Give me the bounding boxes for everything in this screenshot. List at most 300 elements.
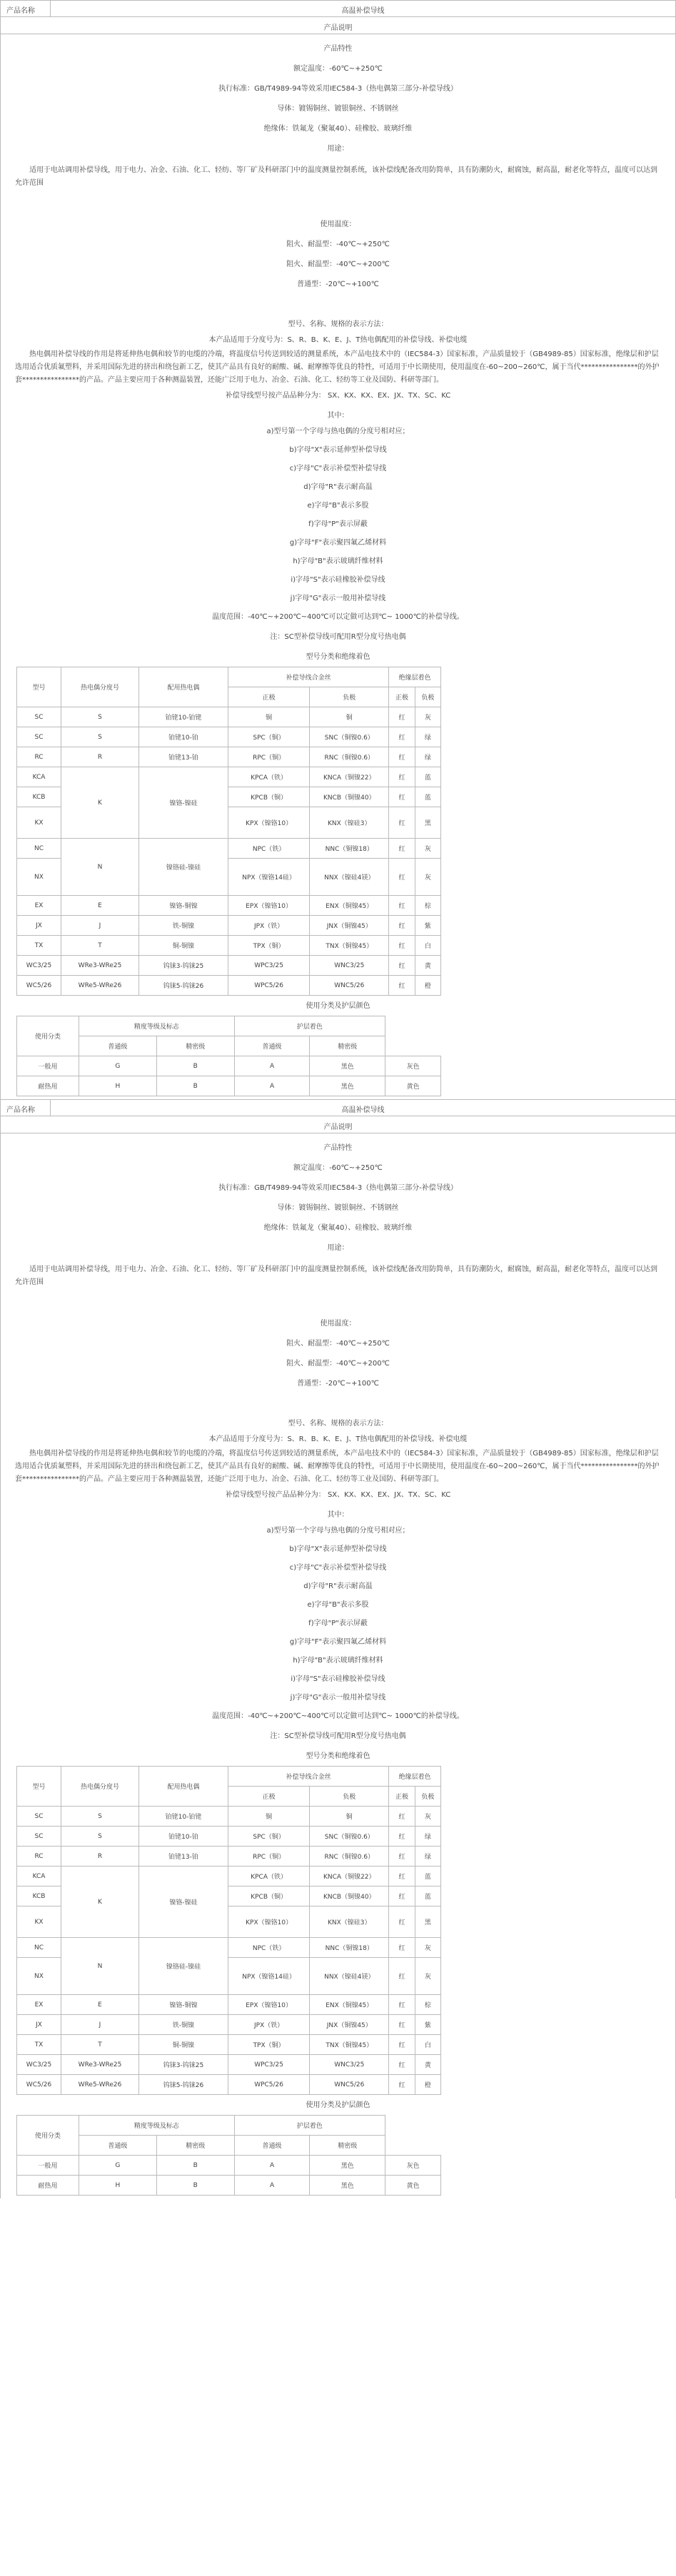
- table-cell: 绿: [415, 747, 440, 767]
- table-cell: 一般用: [17, 2156, 79, 2176]
- table-cell: G: [79, 1056, 157, 1076]
- table-cell: 红: [389, 2075, 415, 2095]
- table-row: [17, 747, 441, 767]
- table-header: 绝缘层着色: [389, 1767, 441, 1787]
- table-cell: 镍铬-铜镍: [139, 896, 228, 916]
- table-cell: 黄: [415, 2055, 440, 2075]
- table-cell: 红: [389, 2015, 415, 2035]
- temp-line: 阻火、耐温型：-40℃~+200℃: [286, 1360, 390, 1368]
- table-cell: ENX（铜镍45）: [310, 896, 389, 916]
- table-cell: KPCA（铁）: [228, 767, 310, 787]
- model-letter-item: b)字母"X"表示延伸型补偿导线: [289, 1545, 387, 1553]
- table-cell: 红: [389, 1827, 415, 1847]
- intro-line: 额定温度：-60℃~+250℃: [293, 65, 383, 73]
- table-row: [17, 1807, 441, 1827]
- model-letter-item: c)字母"C"表示补偿型补偿导线: [289, 465, 387, 473]
- table-cell: 红: [389, 787, 415, 807]
- intro-line: 导体：镀锡铜丝、镀银铜丝、不锈钢丝: [277, 105, 399, 113]
- table-row: [17, 1938, 441, 1958]
- table-cell: K: [61, 767, 139, 839]
- model-letter-item: d)字母"R"表示耐高温: [303, 483, 373, 491]
- table-header: 型号: [17, 667, 61, 707]
- table-cell: 铜: [228, 707, 310, 727]
- model-table: [16, 667, 441, 996]
- table-cell: WC5/26: [17, 2075, 61, 2095]
- table-cell: 棕: [415, 1995, 440, 2015]
- table-cell: 耐热用: [17, 1076, 79, 1096]
- model-letter-item: d)字母"R"表示耐高温: [303, 1582, 373, 1590]
- table-cell: 蓝: [415, 787, 440, 807]
- table-cell: JNX（铜镍45）: [310, 916, 389, 936]
- model-letter-item: e)字母"B"表示多股: [307, 502, 369, 510]
- table-cell: R: [61, 747, 139, 767]
- table-cell: J: [61, 2015, 139, 2035]
- intro-line: 用途：: [327, 145, 349, 153]
- table-title: 型号分类和绝缘着色: [306, 653, 370, 661]
- table-title: 型号分类和绝缘着色: [306, 1752, 370, 1760]
- table-cell: RPC（铜）: [228, 747, 310, 767]
- intro-line: 额定温度：-60℃~+250℃: [293, 1164, 383, 1172]
- table-cell: SC: [17, 707, 61, 727]
- table-cell: 红: [389, 1807, 415, 1827]
- table-cell: 灰色: [385, 2156, 441, 2176]
- table-header: 配用热电偶: [139, 1767, 228, 1807]
- table-cell: KX: [17, 1906, 61, 1938]
- table-header: 绝缘层着色: [389, 667, 441, 687]
- table-cell: S: [61, 707, 139, 727]
- intro-line: 导体：镀锡铜丝、镀银铜丝、不锈钢丝: [277, 1204, 399, 1212]
- table-cell: WC3/25: [17, 2055, 61, 2075]
- table-cell: NPX（镍铬14硅）: [228, 859, 310, 896]
- table-cell: 镍铬硅-镍硅: [139, 839, 228, 896]
- table-cell: KCA: [17, 1867, 61, 1886]
- table-cell: 红: [389, 859, 415, 896]
- table-cell: 黄色: [385, 1076, 441, 1096]
- table-cell: J: [61, 916, 139, 936]
- table-cell: NX: [17, 859, 61, 896]
- table-row: [17, 916, 441, 936]
- table-subheader: 正极: [389, 1787, 415, 1807]
- table-subheader: 精密级: [156, 1036, 234, 1056]
- models-series: 补偿导线型号按产品品种分为： SX、KX、KX、EX、JX、TX、SC、KC: [225, 392, 451, 400]
- table-cell: 钨铼5-钨铼26: [139, 976, 228, 996]
- product-block: [0, 1099, 676, 2198]
- table-row: [17, 727, 441, 747]
- table-row: [17, 2055, 441, 2075]
- table-cell: 红: [389, 1847, 415, 1867]
- table-cell: 铂铑10-铂铑: [139, 1807, 228, 1827]
- table-cell: 红: [389, 1906, 415, 1938]
- product-name-label: 产品名称: [1, 1100, 51, 1116]
- table-cell: 铜: [310, 707, 389, 727]
- table-cell: RNC（铜镍0.6）: [310, 747, 389, 767]
- table-cell: 橙: [415, 976, 440, 996]
- table-cell: ENX（铜镍45）: [310, 1995, 389, 2015]
- table-cell: RC: [17, 1847, 61, 1867]
- table-cell: 耐热用: [17, 2176, 79, 2196]
- table-cell: SNC（铜镍0.6）: [310, 727, 389, 747]
- product-block: [0, 0, 676, 1099]
- section-title: 产品说明: [1, 17, 675, 34]
- table-cell: 蓝: [415, 1867, 440, 1886]
- section-title: 产品说明: [1, 1116, 675, 1133]
- table-cell: 铂铑13-铂: [139, 747, 228, 767]
- model-table: [16, 1766, 441, 2095]
- table-cell: KCB: [17, 1886, 61, 1906]
- table-cell: 红: [389, 2035, 415, 2055]
- table-subheader: 精密级: [156, 2136, 234, 2156]
- table-cell: NNX（镍硅4镁）: [310, 1958, 389, 1995]
- intro-line: 执行标准：GB/T4989-94等效采用IEC584-3（热电偶第三部分-补偿导线）: [218, 1184, 458, 1192]
- table-cell: 红: [389, 916, 415, 936]
- table-header: 型号: [17, 1767, 61, 1807]
- table-subheader: 普通级: [234, 1036, 310, 1056]
- models-line1: 本产品适用于分度号为：S、R、B、K、E、J、T热电偶配用的补偿导线、补偿电缆: [208, 336, 468, 344]
- table-cell: KNX（镍硅3）: [310, 1906, 389, 1938]
- table-cell: 黑: [415, 807, 440, 839]
- table-cell: S: [61, 727, 139, 747]
- table-cell: WPC5/26: [228, 2075, 310, 2095]
- model-letter-item: h)字母"B"表示玻璃纤维材料: [293, 1657, 383, 1665]
- table-header: 护层着色: [234, 1016, 385, 1036]
- model-letter-item: a)型号第一个字母与热电偶的分度号相对应；: [266, 428, 410, 435]
- table-cell: 镍铬-铜镍: [139, 1995, 228, 2015]
- model-letter-item: h)字母"B"表示玻璃纤维材料: [293, 557, 383, 565]
- table-header: 热电偶分度号: [61, 667, 139, 707]
- table-subheader: 精密级: [310, 2136, 385, 2156]
- table-cell: 铜: [228, 1807, 310, 1827]
- intro-line: 用途：: [327, 1244, 349, 1252]
- table-header: 使用分类: [17, 1016, 79, 1056]
- table-cell: 红: [389, 1995, 415, 2015]
- table-cell: JX: [17, 916, 61, 936]
- table-cell: 绿: [415, 1827, 440, 1847]
- model-letter-item: b)字母"X"表示延伸型补偿导线: [289, 446, 387, 454]
- product-title: 高温补偿导线: [341, 1106, 385, 1114]
- note: 注：SC型补偿导线可配用R型分度号热电偶: [270, 633, 406, 641]
- table-row: [17, 1827, 441, 1847]
- table-header: 配用热电偶: [139, 667, 228, 707]
- table-cell: 黑色: [310, 2156, 385, 2176]
- table-cell: 红: [389, 956, 415, 976]
- table-cell: 黑色: [310, 2176, 385, 2196]
- table-cell: WC3/25: [17, 956, 61, 976]
- table-cell: 红: [389, 767, 415, 787]
- table-cell: WRe3-WRe25: [61, 956, 139, 976]
- table-subheader: 正极: [389, 687, 415, 707]
- table-cell: 红: [389, 1886, 415, 1906]
- table-cell: 红: [389, 896, 415, 916]
- table-cell: TX: [17, 2035, 61, 2055]
- table-cell: 铂铑13-铂: [139, 1847, 228, 1867]
- table-cell: NPC（铁）: [228, 839, 310, 859]
- table-header: 补偿导线合金丝: [228, 1767, 389, 1787]
- model-letter-item: j)字母"G"表示一般用补偿导线: [290, 595, 386, 602]
- table-cell: A: [234, 2156, 310, 2176]
- table2-title: 使用分类及护层颜色: [306, 2101, 370, 2109]
- table-cell: KPX（镍铬10）: [228, 1906, 310, 1938]
- table-cell: TPX（铜）: [228, 2035, 310, 2055]
- table-cell: KNX（镍硅3）: [310, 807, 389, 839]
- intro-heading: 产品特性: [323, 1144, 353, 1152]
- table-cell: 紫: [415, 916, 440, 936]
- table-cell: 黑色: [310, 1076, 385, 1096]
- table-row: [17, 2156, 441, 2176]
- table-cell: RPC（铜）: [228, 1847, 310, 1867]
- table-cell: T: [61, 2035, 139, 2055]
- table-cell: 铂铑10-铂: [139, 1827, 228, 1847]
- model-letter-item: e)字母"B"表示多股: [307, 1601, 369, 1609]
- table-subheader: 精密级: [310, 1036, 385, 1056]
- table-cell: S: [61, 1807, 139, 1827]
- usage-table: [16, 2115, 441, 2196]
- table-cell: A: [234, 1076, 310, 1096]
- table-row: [17, 1076, 441, 1096]
- table-cell: 铜: [310, 1807, 389, 1827]
- table-subheader: 负极: [310, 1787, 389, 1807]
- table-cell: 红: [389, 2055, 415, 2075]
- use-temp-heading: 使用温度：: [320, 221, 356, 228]
- table-cell: WPC5/26: [228, 976, 310, 996]
- table-cell: WNC5/26: [310, 2075, 389, 2095]
- models-series: 补偿导线型号按产品品种分为： SX、KX、KX、EX、JX、TX、SC、KC: [225, 1491, 451, 1499]
- model-letter-item: i)字母"S"表示硅橡胶补偿导线: [291, 576, 385, 584]
- table-cell: NPC（铁）: [228, 1938, 310, 1958]
- use-temp-heading: 使用温度：: [320, 1320, 356, 1328]
- table-cell: 灰: [415, 839, 440, 859]
- table-cell: TX: [17, 936, 61, 956]
- table-row: [17, 1867, 441, 1886]
- table-cell: SNC（铜镍0.6）: [310, 1827, 389, 1847]
- product-title: 高温补偿导线: [341, 7, 385, 15]
- table-cell: SPC（铜）: [228, 1827, 310, 1847]
- table-cell: 镍铬硅-镍硅: [139, 1938, 228, 1995]
- table-cell: WPC3/25: [228, 956, 310, 976]
- table-cell: 灰: [415, 1807, 440, 1827]
- table-header: 精度等级及标志: [79, 2116, 235, 2136]
- table-cell: 一般用: [17, 1056, 79, 1076]
- table-header: 使用分类: [17, 2116, 79, 2156]
- table-cell: KPCB（铜）: [228, 787, 310, 807]
- intro-heading: 产品特性: [323, 45, 353, 53]
- table-row: [17, 1847, 441, 1867]
- product-header: [1, 1099, 675, 1116]
- table-cell: 白: [415, 936, 440, 956]
- table-cell: H: [79, 1076, 157, 1096]
- table-cell: SC: [17, 1827, 61, 1847]
- table-cell: NC: [17, 1938, 61, 1958]
- table-cell: KPCB（铜）: [228, 1886, 310, 1906]
- model-letter-item: c)字母"C"表示补偿型补偿导线: [289, 1564, 387, 1572]
- table-cell: S: [61, 1827, 139, 1847]
- usage-table: [16, 1016, 441, 1096]
- table-cell: 红: [389, 1938, 415, 1958]
- table-cell: 蓝: [415, 767, 440, 787]
- table-cell: 红: [389, 1867, 415, 1886]
- table-cell: EX: [17, 896, 61, 916]
- models-heading: 型号、名称、规格的表示方法：: [288, 320, 388, 328]
- model-letter-item: i)字母"S"表示硅橡胶补偿导线: [291, 1675, 385, 1683]
- table-row: [17, 839, 441, 859]
- table-cell: 灰: [415, 1938, 440, 1958]
- table-cell: 红: [389, 839, 415, 859]
- table-cell: 棕: [415, 896, 440, 916]
- table-cell: KPX（镍铬10）: [228, 807, 310, 839]
- table-cell: JPX（铁）: [228, 916, 310, 936]
- table-cell: 钨铼3-钨铼25: [139, 956, 228, 976]
- table-cell: 红: [389, 727, 415, 747]
- table-cell: B: [156, 1076, 234, 1096]
- table-cell: E: [61, 1995, 139, 2015]
- table-cell: WNC3/25: [310, 956, 389, 976]
- table-cell: EX: [17, 1995, 61, 2015]
- table-cell: WNC5/26: [310, 976, 389, 996]
- table-cell: NX: [17, 1958, 61, 1995]
- note: 注：SC型补偿导线可配用R型分度号热电偶: [270, 1732, 406, 1740]
- table-cell: 灰: [415, 707, 440, 727]
- table-cell: 钨铼5-钨铼26: [139, 2075, 228, 2095]
- model-letter-item: f)字母"P"表示屏蔽: [308, 520, 368, 528]
- model-letter-item: g)字母"F"表示聚四氟乙烯材料: [289, 1638, 387, 1646]
- table-cell: NNC（铜镍18）: [310, 1938, 389, 1958]
- table-row: [17, 2075, 441, 2095]
- intro-line: 适用于电站调用补偿导线，用于电力、冶金、石油、化工、轻纺、等厂矿及科研部门中的温度测量控制系统，该补偿线配备改用防简单，具有防潮防火，耐腐蚀，耐高温，耐老化等特点，温度可以达到允许范围: [15, 1266, 657, 1286]
- table-cell: KCA: [17, 767, 61, 787]
- table-cell: KCB: [17, 787, 61, 807]
- table-cell: E: [61, 896, 139, 916]
- table-header: 热电偶分度号: [61, 1767, 139, 1807]
- temp-line: 阻火、耐温型：-40℃~+250℃: [286, 241, 390, 248]
- table-cell: 紫: [415, 2015, 440, 2035]
- table-cell: N: [61, 839, 139, 896]
- table-cell: 灰色: [385, 1056, 441, 1076]
- table-row: [17, 976, 441, 996]
- table-cell: WRe3-WRe25: [61, 2055, 139, 2075]
- table-subheader: 负极: [415, 687, 440, 707]
- table-cell: B: [156, 2176, 234, 2196]
- models-among: 其中：: [327, 412, 349, 420]
- table-cell: KPCA（铁）: [228, 1867, 310, 1886]
- table-cell: 红: [389, 747, 415, 767]
- intro-line: 执行标准：GB/T4989-94等效采用IEC584-3（热电偶第三部分-补偿导线）: [218, 85, 458, 93]
- table-cell: 镍铬-镍硅: [139, 767, 228, 839]
- table-subheader: 负极: [415, 1787, 440, 1807]
- table-cell: 红: [389, 807, 415, 839]
- table2-title: 使用分类及护层颜色: [306, 1002, 370, 1010]
- table-cell: KNCA（铜镍22）: [310, 767, 389, 787]
- model-letter-item: g)字母"F"表示聚四氟乙烯材料: [289, 539, 387, 547]
- table-cell: NPX（镍铬14硅）: [228, 1958, 310, 1995]
- table-subheader: 正极: [228, 1787, 310, 1807]
- table-cell: 红: [389, 1958, 415, 1995]
- product-header: [1, 0, 675, 17]
- table-cell: KNCB（铜镍40）: [310, 1886, 389, 1906]
- table-subheader: 正极: [228, 687, 310, 707]
- table-cell: EPX（镍铬10）: [228, 896, 310, 916]
- table-cell: RC: [17, 747, 61, 767]
- table-cell: 黄: [415, 956, 440, 976]
- table-cell: SC: [17, 1807, 61, 1827]
- table-header: 补偿导线合金丝: [228, 667, 389, 687]
- intro-line: 绝缘体：铁氟龙（聚氟40）、硅橡胶、玻璃纤维: [263, 1224, 413, 1232]
- table-cell: WC5/26: [17, 976, 61, 996]
- table-cell: WNC3/25: [310, 2055, 389, 2075]
- models-para: 热电偶用补偿导线的作用是将延伸热电偶和较节的电缆的冷端，将温度信号传送到较适的测量系统，本产品电技术中的（IEC584-3）国家标准，产品质量较于（GB4989-85）国家标准，绝缘层和护层选用适合优质氟塑料，并采用国际先进的挤出和绕包新工艺，使其产品具有良好的耐酸、碱、耐摩擦等优良的特性，可适用于中长期使用，使用温度在-60~200~260℃，属于当代****************的外护套****************的产品。产品主要应用于各种测温装置，还能广泛用于电力、冶金、石油、化工、轻纺等工业及国防、科研等部门。: [15, 350, 660, 384]
- table-subheader: 普通级: [79, 2136, 157, 2156]
- table-cell: KX: [17, 807, 61, 839]
- table-cell: 铜-铜镍: [139, 2035, 228, 2055]
- table-cell: 铜-铜镍: [139, 936, 228, 956]
- table-cell: 黄色: [385, 2176, 441, 2196]
- table-cell: 灰: [415, 1958, 440, 1995]
- table-row: [17, 2015, 441, 2035]
- model-letter-item: f)字母"P"表示屏蔽: [308, 1620, 368, 1627]
- table-cell: 橙: [415, 2075, 440, 2095]
- table-cell: KNCB（铜镍40）: [310, 787, 389, 807]
- table-cell: JPX（铁）: [228, 2015, 310, 2035]
- table-cell: 黑色: [310, 1056, 385, 1076]
- table-row: [17, 2035, 441, 2055]
- table-cell: 铂铑10-铂铑: [139, 707, 228, 727]
- table-cell: 灰: [415, 859, 440, 896]
- table-cell: SPC（铜）: [228, 727, 310, 747]
- table-cell: TNX（铜镍45）: [310, 936, 389, 956]
- intro-line: 绝缘体：铁氟龙（聚氟40）、硅橡胶、玻璃纤维: [263, 125, 413, 133]
- table-cell: KNCA（铜镍22）: [310, 1867, 389, 1886]
- table-cell: 红: [389, 707, 415, 727]
- model-letter-item: a)型号第一个字母与热电偶的分度号相对应；: [266, 1527, 410, 1535]
- table-cell: A: [234, 1056, 310, 1076]
- table-row: [17, 896, 441, 916]
- models-line1: 本产品适用于分度号为：S、R、B、K、E、J、T热电偶配用的补偿导线、补偿电缆: [208, 1435, 468, 1443]
- models-para: 热电偶用补偿导线的作用是将延伸热电偶和较节的电缆的冷端，将温度信号传送到较适的测量系统，本产品电技术中的（IEC584-3）国家标准，产品质量较于（GB4989-85）国家标准，绝缘层和护层选用适合优质氟塑料，并采用国际先进的挤出和绕包新工艺，使其产品具有良好的耐酸、碱、耐摩擦等优良的特性，可适用于中长期使用，使用温度在-60~200~260℃，属于当代****************的外护套****************的产品。产品主要应用于各种测温装置，还能广泛用于电力、冶金、石油、化工、轻纺等工业及国防、科研等部门。: [15, 1450, 660, 1483]
- models-among: 其中：: [327, 1511, 349, 1519]
- table-cell: NNC（铜镍18）: [310, 839, 389, 859]
- table-header: 精度等级及标志: [79, 1016, 235, 1036]
- table-cell: 白: [415, 2035, 440, 2055]
- table-cell: 红: [389, 936, 415, 956]
- table-cell: 红: [389, 976, 415, 996]
- temp-range: 温度范围：-40℃~+200℃~400℃可以定做可达到℃~ 1000℃的补偿导线。: [212, 613, 464, 621]
- temp-line: 普通型：-20℃~+100℃: [297, 1380, 379, 1388]
- table-cell: H: [79, 2176, 157, 2196]
- table-cell: 铁-铜镍: [139, 2015, 228, 2035]
- table-cell: B: [156, 1056, 234, 1076]
- temp-range: 温度范围：-40℃~+200℃~400℃可以定做可达到℃~ 1000℃的补偿导线。: [212, 1712, 464, 1720]
- table-cell: JX: [17, 2015, 61, 2035]
- table-cell: WPC3/25: [228, 2055, 310, 2075]
- table-cell: NC: [17, 839, 61, 859]
- table-cell: WRe5-WRe26: [61, 976, 139, 996]
- table-cell: 镍铬-镍硅: [139, 1867, 228, 1938]
- table-cell: 蓝: [415, 1886, 440, 1906]
- table-cell: RNC（铜镍0.6）: [310, 1847, 389, 1867]
- table-row: [17, 707, 441, 727]
- table-cell: 铂铑10-铂: [139, 727, 228, 747]
- table-cell: SC: [17, 727, 61, 747]
- table-cell: NNX（镍硅4镁）: [310, 859, 389, 896]
- temp-line: 阻火、耐温型：-40℃~+200℃: [286, 261, 390, 268]
- table-header: 护层着色: [234, 2116, 385, 2136]
- table-cell: TPX（铜）: [228, 936, 310, 956]
- intro-line: 适用于电站调用补偿导线，用于电力、冶金、石油、化工、轻纺、等厂矿及科研部门中的温度测量控制系统，该补偿线配备改用防简单，具有防潮防火，耐腐蚀，耐高温，耐老化等特点，温度可以达到允许范围: [15, 166, 657, 187]
- table-cell: 绿: [415, 727, 440, 747]
- table-cell: 铁-铜镍: [139, 916, 228, 936]
- product-name-label: 产品名称: [1, 1, 51, 16]
- temp-line: 普通型：-20℃~+100℃: [297, 281, 379, 288]
- table-subheader: 普通级: [234, 2136, 310, 2156]
- table-cell: G: [79, 2156, 157, 2176]
